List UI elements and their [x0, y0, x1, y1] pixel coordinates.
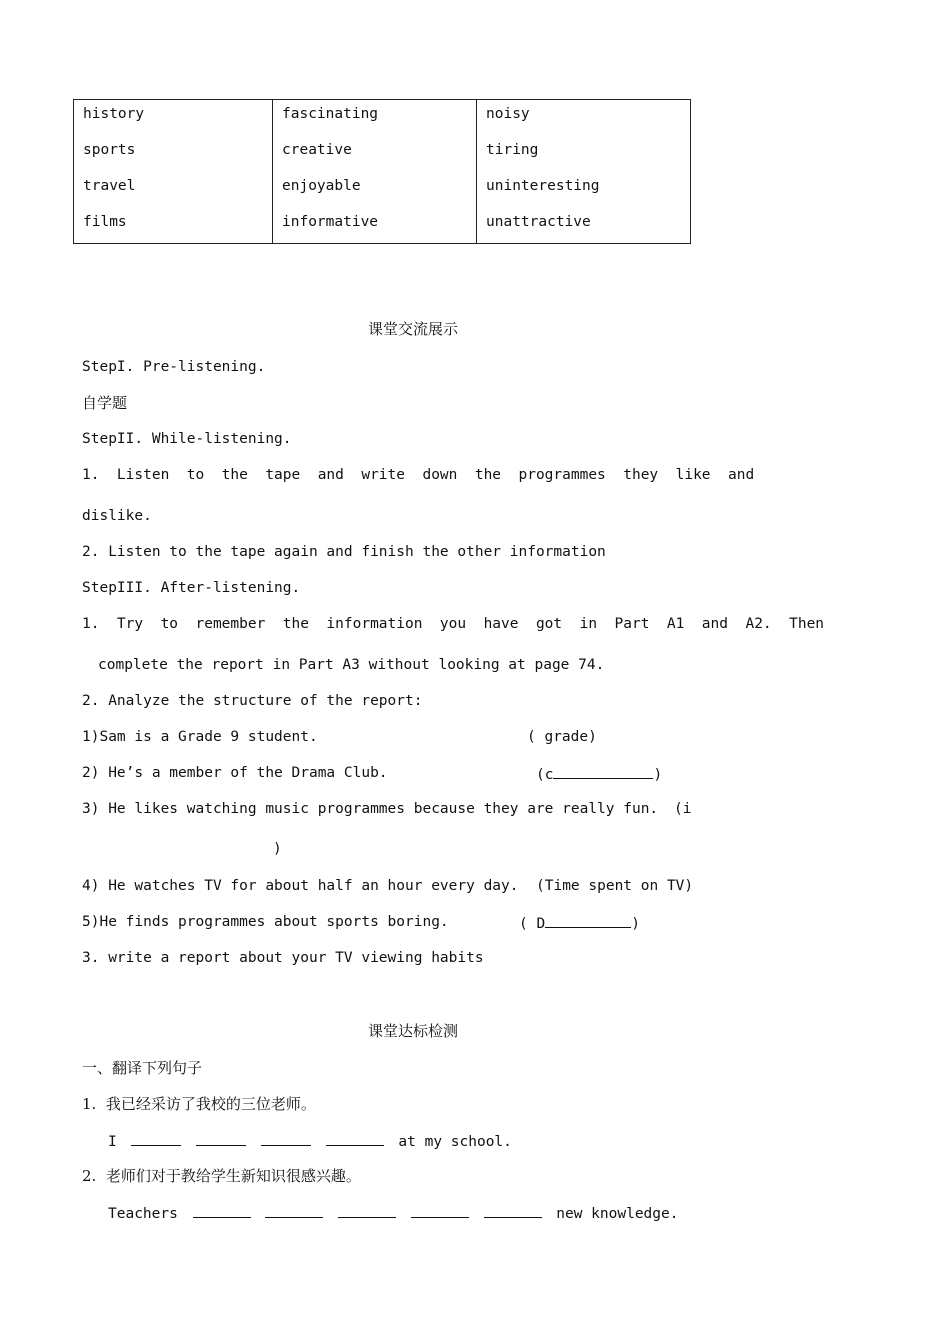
- step-1-heading: StepI. Pre-listening.: [82, 359, 266, 375]
- table-cell: travel: [83, 178, 136, 194]
- report-line-5: 5)He finds programmes about sports boring.: [82, 914, 449, 930]
- answer-blank[interactable]: [265, 1203, 323, 1218]
- table-cell: noisy: [486, 106, 530, 122]
- after-task-2: 2. Analyze the structure of the report:: [82, 693, 423, 709]
- question-2-chinese: 2. 老师们对于教给学生新知识很感兴趣。: [82, 1167, 361, 1185]
- after-task-3: 3. write a report about your TV viewing habits: [82, 950, 484, 966]
- answer-blank[interactable]: [261, 1131, 311, 1146]
- question-1-chinese: 1. 我已经采访了我校的三位老师。: [82, 1095, 316, 1113]
- report-line-5-hint: [519, 913, 640, 933]
- answer-blank[interactable]: [196, 1131, 246, 1146]
- sentence-end: new knowledge.: [556, 1206, 679, 1222]
- answer-blank[interactable]: [411, 1203, 469, 1218]
- table-cell: history: [83, 106, 145, 122]
- report-line-4-hint: (Time spent on TV): [536, 878, 694, 894]
- sentence-start: I: [108, 1134, 117, 1150]
- section-title-classroom-exchange: 课堂交流展示: [368, 320, 459, 338]
- answer-blank[interactable]: [484, 1203, 542, 1218]
- hint-prefix: ( D: [519, 916, 546, 932]
- answer-blank[interactable]: [193, 1203, 251, 1218]
- report-line-3-hint-close: ): [273, 841, 282, 857]
- hint-prefix: (c: [536, 767, 554, 783]
- listening-task-2: 2. Listen to the tape again and finish the other information: [82, 544, 606, 560]
- table-cell: sports: [83, 142, 136, 158]
- report-line-4: 4) He watches TV for about half an hour every day.: [82, 878, 519, 894]
- sentence-end: at my school.: [398, 1134, 512, 1150]
- question-2-english: [108, 1203, 678, 1223]
- step-2-heading: StepII. While-listening.: [82, 431, 292, 447]
- answer-blank[interactable]: [545, 913, 631, 928]
- table-cell: creative: [282, 142, 352, 158]
- vocabulary-table: [73, 99, 691, 244]
- answer-blank[interactable]: [326, 1131, 384, 1146]
- hint-suffix: ): [653, 767, 663, 783]
- table-cell: informative: [282, 214, 379, 230]
- table-column-negative: [477, 100, 691, 244]
- report-line-1-hint: ( grade): [527, 729, 597, 745]
- answer-blank[interactable]: [131, 1131, 181, 1146]
- report-line-3: 3) He likes watching music programmes because they are really fun.: [82, 801, 659, 817]
- self-study-label: 自学题: [82, 394, 128, 412]
- hint-suffix: ): [631, 916, 640, 932]
- question-1-english: [108, 1131, 512, 1151]
- report-line-2-hint: [536, 764, 662, 784]
- table-column-positive: [273, 100, 477, 244]
- table-cell: fascinating: [282, 106, 379, 122]
- section-title-classroom-test: 课堂达标检测: [368, 1022, 459, 1040]
- table-cell: uninteresting: [486, 178, 600, 194]
- sentence-start: Teachers: [108, 1206, 178, 1222]
- report-line-3-hint-open: (i: [674, 801, 692, 817]
- report-line-2: 2) He’s a member of the Drama Club.: [82, 765, 388, 781]
- table-column-nouns: [74, 100, 273, 244]
- table-cell: enjoyable: [282, 178, 361, 194]
- table-cell: films: [83, 214, 127, 230]
- after-task-1-line-2: complete the report in Part A3 without looking at page 74.: [98, 657, 605, 673]
- step-3-heading: StepIII. After-listening.: [82, 580, 301, 596]
- answer-blank[interactable]: [338, 1203, 396, 1218]
- table-cell: unattractive: [486, 214, 591, 230]
- translate-part-title: 一、翻译下列句子: [82, 1059, 203, 1077]
- table-cell: tiring: [486, 142, 539, 158]
- answer-blank[interactable]: [553, 764, 653, 779]
- listening-task-1-line-2: dislike.: [82, 508, 152, 524]
- report-line-1: 1)Sam is a Grade 9 student.: [82, 729, 318, 745]
- listening-task-1-line-1: 1. Listen to the tape and write down the programmes they like and: [82, 467, 755, 483]
- after-task-1-line-1: 1. Try to remember the information you have got in Part A1 and A2. Then: [82, 616, 825, 632]
